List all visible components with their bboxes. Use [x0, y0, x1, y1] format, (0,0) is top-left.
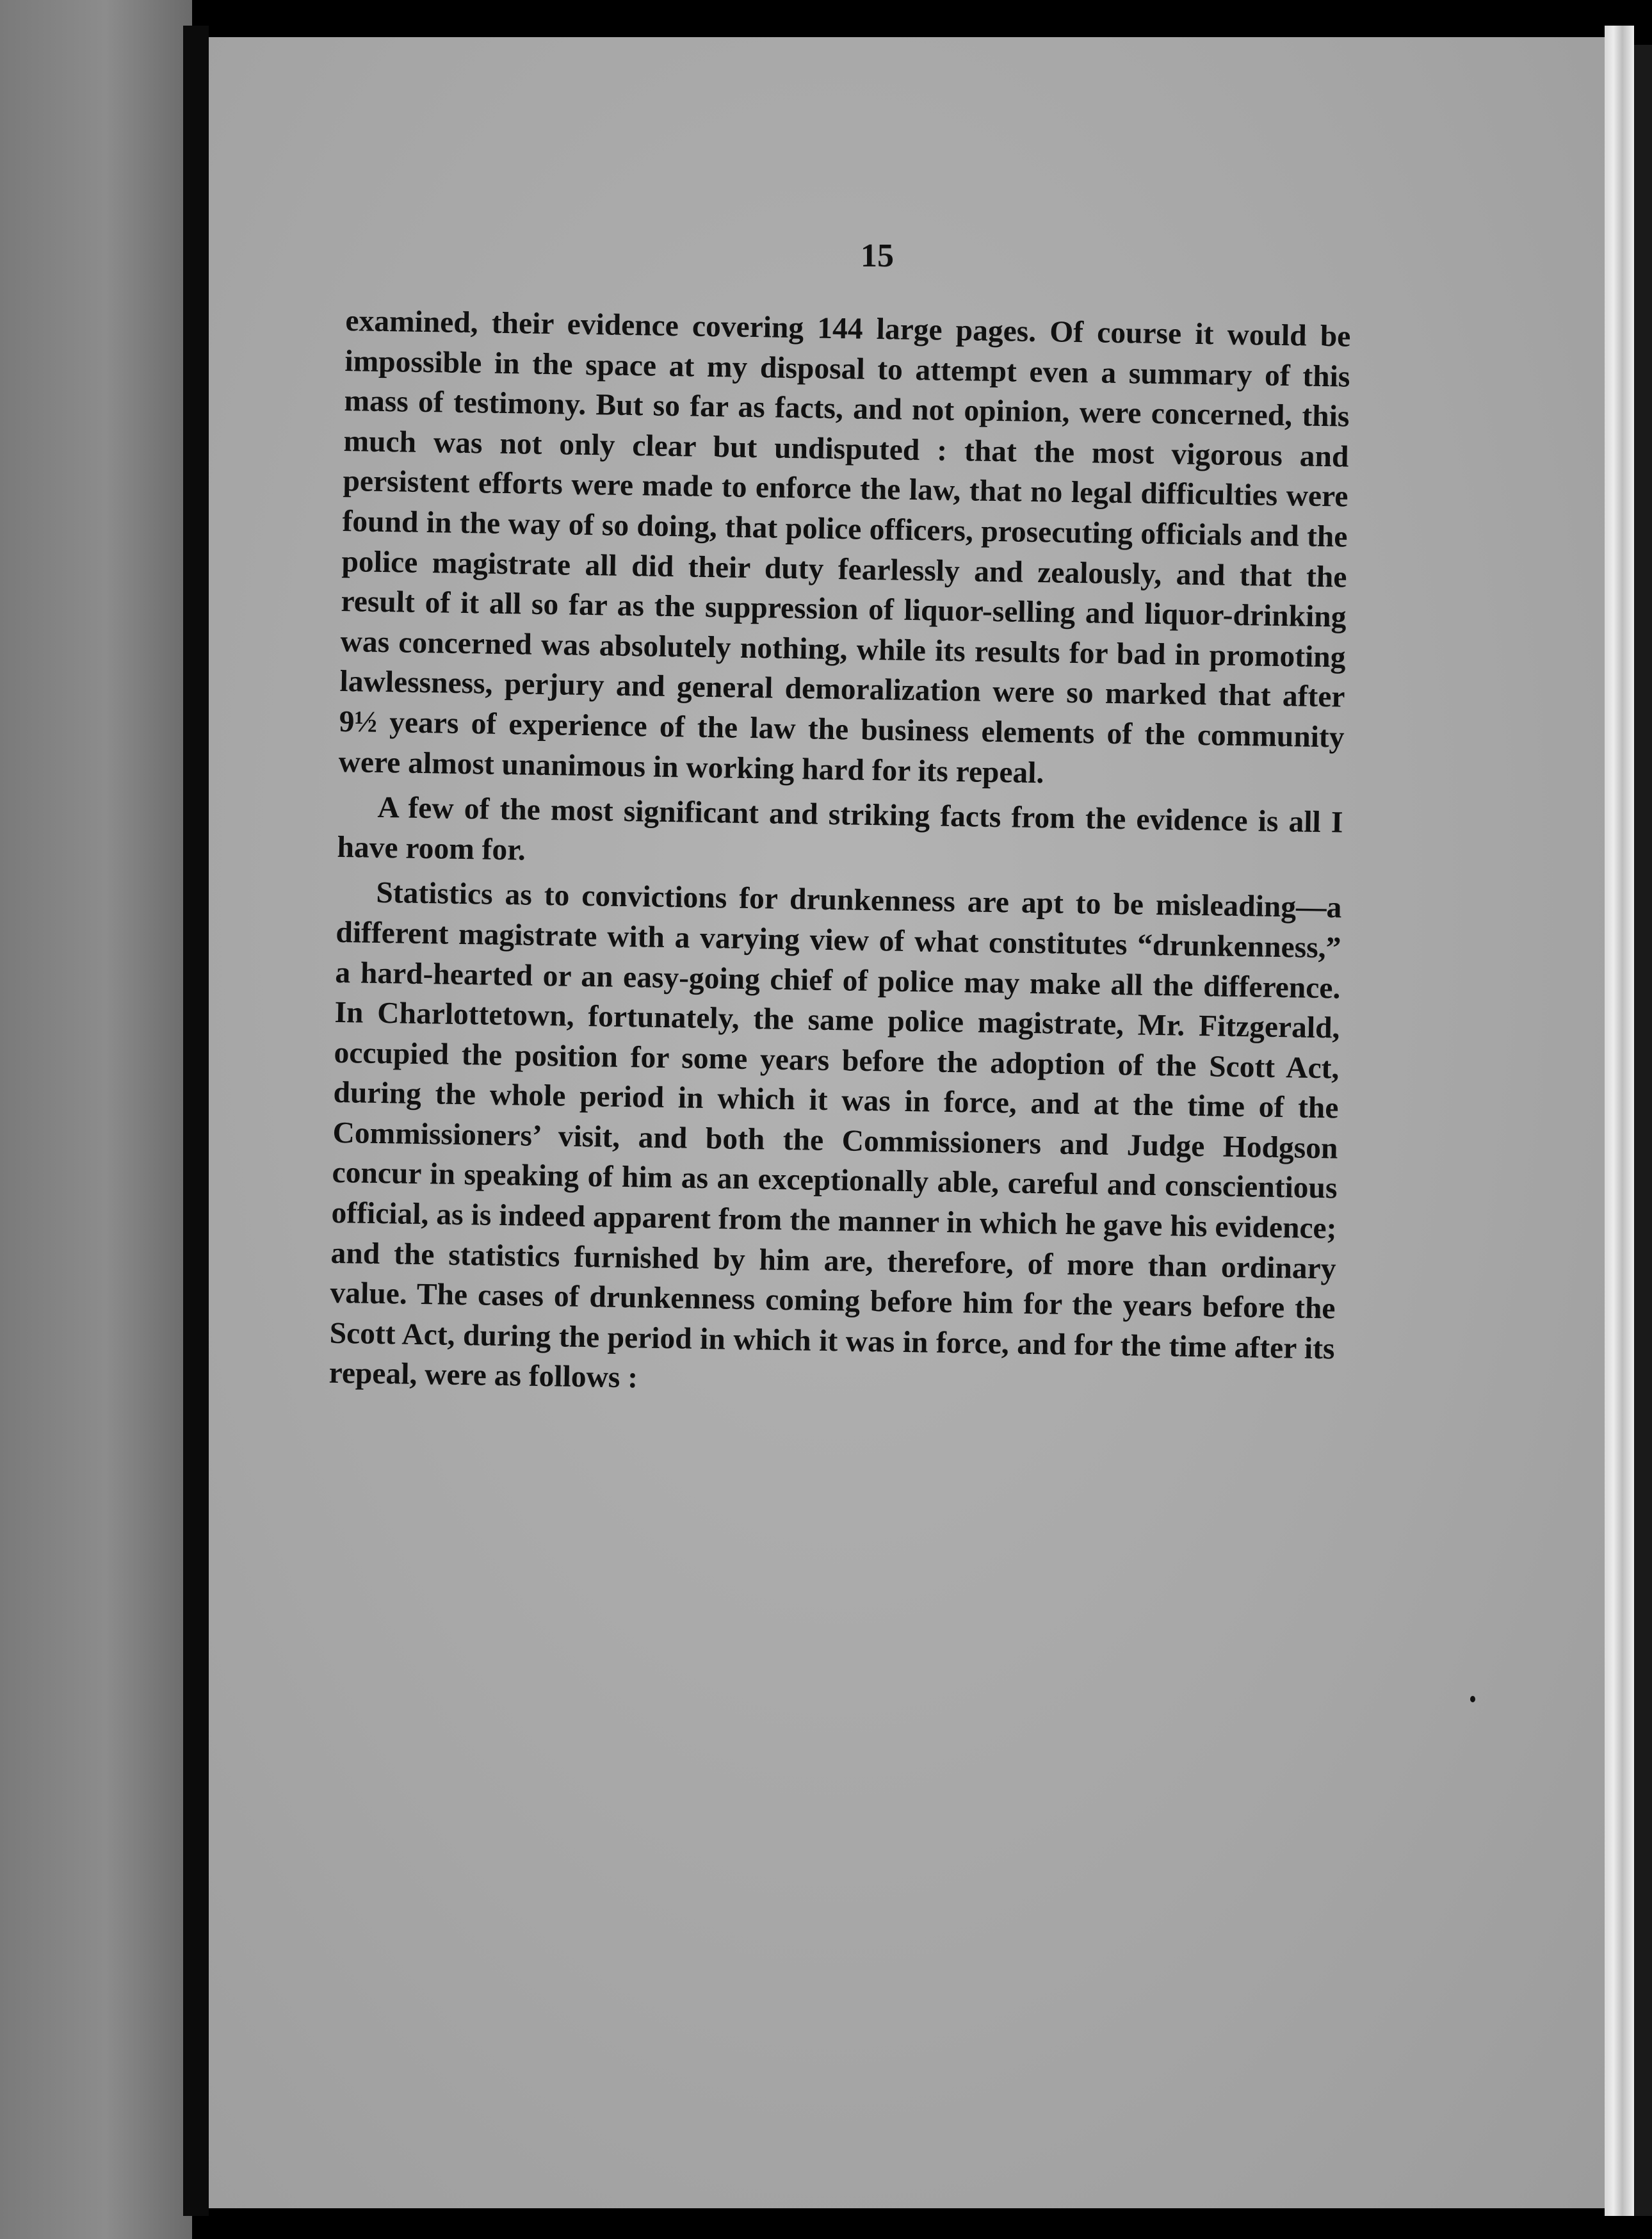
paragraph-2: A few of the most significant and striking facts from the evidence is all I have room for.: [337, 791, 1343, 867]
previous-page-edge: [0, 0, 192, 2239]
binding-gutter: [183, 26, 209, 2216]
page-number: 15: [861, 238, 894, 274]
body-text: [328, 301, 1351, 1409]
paragraph-1: examined, their evidence covering 144 large pages. Of course it would be impossible in the space at my disposal to attempt even a summary of this mass of testimony. But so far as facts, and not opinion, were concerned, this much was not only clear but undisputed : that the most vigorous and persistent efforts were made to enforce the law, that no legal difficulties were found in the way of so doing, that police officers, prosecuting officials and the police magistrate all did their duty fearlessly and zealously, and that the result of it all so far as the suppression of liquor-selling and liquor-drinking was concerned was absolutely nothing, while its results for bad in promoting lawlessness, perjury and general demoralization were so marked that after 9½ years of experience of the law the business elements of the community were almost unanimous in working hard for its repeal.: [338, 304, 1351, 790]
scan-border: [1634, 45, 1652, 2216]
page-stack-edge: [1605, 26, 1634, 2216]
paragraph-3: Statistics as to convictions for drunkenness are apt to be misleading—a different magistrate with a varying view of what constitutes “drunkenness,” a hard-hearted or an easy-going chief of police may make all the difference. In Charlottetown, fortunately, the same police magistrate, Mr. Fitzgerald, occupied the position for some years before the adoption of the Scott Act, during the whole period in which it was in force, and at the time of the Commissioners’ visit, and both the Commissioners and Judge Hodgson concur in speaking of him as an exceptionally able, careful and conscientious official, as is indeed apparent from the manner in which he gave his evidence; and the statistics furnished by him are, therefore, of more than ordinary value. The cases of drunkenness coming before him for the years before the Scott Act, during the period in which it was in force, and for the time after its repeal, were as follows :: [328, 876, 1342, 1395]
ink-speck: [1470, 1696, 1475, 1702]
